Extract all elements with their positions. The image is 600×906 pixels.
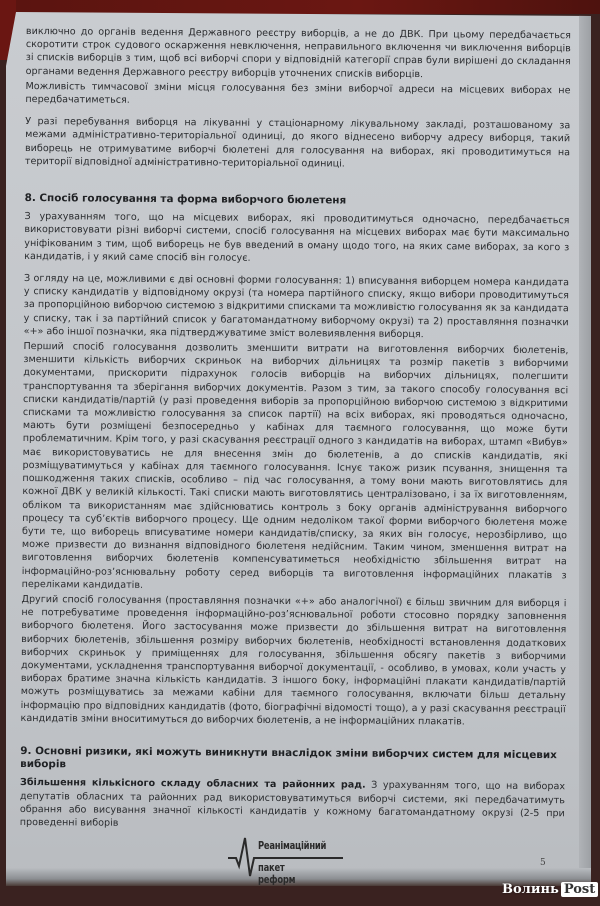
document-body <box>20 25 571 835</box>
section-9-lead-bold: Збільшення кількісного складу обласних та районних рад. <box>20 777 366 792</box>
paragraph-temporary-change: Можливість тимчасової зміни місця голосування без зміни виборчої адреси на місцевих виборах не передбачатиметься. <box>25 80 571 106</box>
logo-text-line1: Реанімаційний <box>258 840 327 852</box>
section-9-lead-text: З урахуванням того, що на виборах депутатів обласних та районних рад використовуватимуться виборчі системи, які передбачатимуть обрання або висування значної кількості кандидатів у кожному багатомандатному окрузі (2-5 при проведенні виборів <box>19 780 566 829</box>
section-8-heading: 8. Спосіб голосування та форма виборчого бюлетеня <box>24 192 347 207</box>
section-9-paragraph <box>20 776 565 833</box>
page-edge <box>579 6 591 886</box>
paragraph-hospital-voters: У разі перебування виборця на лікуванні у стаціонарному лікувальному закладі, розташованому за межами адміністративно-територіальної одиниці, до якого віднесено виборчу адресу виборця, такий виборець не отримуватиме виборчі бюлетені для голосування на виборах, які проводитимуться на території відповідної адміністративно-територіальної одиниці. <box>24 116 571 170</box>
paragraph-registry-appeals: виключно до органів ведення Державного реєстру виборців, а не до ДВК. При цьому передбачається скоротити строк судового оскарження невключення, неправильного включення чи виключення виборців зі списків виборців з тим, щоб всі виборчі спори у відповідній категорії справ були вирішені до складання органами ведення Державного реєстру виборців уточнених списків виборців. <box>25 25 571 80</box>
page-number: 5 <box>540 858 546 868</box>
section-8-paragraph: Перший спосіб голосування дозволить зменшити витрати на виготовлення виборчих бюлетенів, зменшити кількість виборчих скриньок на виборчих дільницях та розмір пакетів з виборчими документами, прискорити підрахунок голосів виборців на виборчих дільницях, полегшити транспортування та зберігання виборчих документів. Разом з тим, за такого способу голосування всі списки кандидатів/партій (у разі проведення виборів за пропорційною виборчою системою з відкритими списками та можливістю голосування за список партії) на всіх виборах, які проводяться одночасно, мають бути розміщені безпосередньо у кабінах для таємного голосування, що може бути проблематичним. Крім того, у разі скасування реєстрації одного з кандидатів на виборах, штамп «Вибув» має використовуватись не для внесення змін до бюлетенів, а до списків кандидатів, які розміщуватимуться у кабінах для таємного голосування. Існує також ризик псування, знищення та пошкодження таких списків, особливо – під час голосування, а тому вони мають виготовлятись для кожної ДВК у великій кількості. Такі списки мають виготовлятись централізовано, і за їх виготовленням, обліком та використанням має здійснюватись контроль з боку органів адміністрування виборчого процесу та суб’єктів виборчого процесу. Ще одним недоліком такої форми виборчого бюлетеня може бути те, що виборець вписуватиме номери кандидатів/списку, за яких він голосує, нерозбірливо, що може призвести до визнання відповідного бюлетеня недійсним. Таким чином, зменшення витрат на виготовлення виборчих бюлетенів компенсуватиметься необхідністю збільшення витрат на інформаційно-роз’яснювальну роботу серед виборців та виготовлення інформаційних плакатів з переліками кандидатів. <box>21 341 569 591</box>
section-8-paragraph: З урахуванням того, що на місцевих виборах, які проводитимуться одночасно, передбачається використовувати різні виборчі системи, спосіб голосування на місцевих виборах має бути максимально уніфікованим з тим, щоб виборець не був введений в оману щодо того, на яких саме виборах, за кого з кандидатів, і у який саме спосіб він голосує. <box>24 211 570 264</box>
section-8-paragraph: Другий спосіб голосування (проставляння позначки «+» або аналогічної) є більш звичним для виборця і не потребуватиме проведення інформаційно-роз’яснювальної роботи стосовно порядку заповнення виборчого бюлетеня. Його застосування може призвести до збільшення витрат на виготовлення виборчих бюлетенів, збільшення розміру виборчих бюлетенів, необхідності встановлення додаткових виборчих скриньок у приміщеннях для голосування, збільшення обсягу пакетів з виборчими документами, ускладнення транспортування виборчої документації, - особливо, в умовах, коли участь у виборах братиме значна кількість кандидатів. З іншого боку, інформаційні плакати кандидатів/партій можуть розміщуватись за межами кабіни для таємного голосування, включати більш детальну інформацію про відповідних кандидатів (фото, біографічні відомості тощо), а у разі скасування реєстрації кандидатів зміни вноситимуться до виборчих бюлетенів, а не інформаційних плакатів. <box>20 593 567 728</box>
background-surface <box>0 0 600 14</box>
reanimation-package-logo <box>228 836 338 886</box>
watermark-part2: Post <box>561 882 598 897</box>
watermark-part1: Волинь <box>502 881 559 897</box>
section-9-heading: 9. Основні ризики, які можуть виникнути внаслідок зміни виборчих систем для місцевих виборів <box>20 744 557 771</box>
logo-text-line2: пакет реформ <box>258 862 296 886</box>
logo-divider <box>258 857 343 859</box>
section-8-paragraph: З огляду на це, можливими є дві основні форми голосування: 1) вписування виборцем номера кандидата у списку кандидатів у відповідному окрузі (та номера партійного списку, якщо вибори проводитимуться за пропорційною виборчою системою з відкритими списками та можливістю голосування як за кандидата у списку, так і за партійний список у багатомандатному виборчому окрузі) та 2) проставляння позначки «+» або іншої позначки, яка підтверджуватиме зміст волевиявлення виборця. <box>23 273 570 340</box>
volyn-post-watermark <box>502 880 598 898</box>
